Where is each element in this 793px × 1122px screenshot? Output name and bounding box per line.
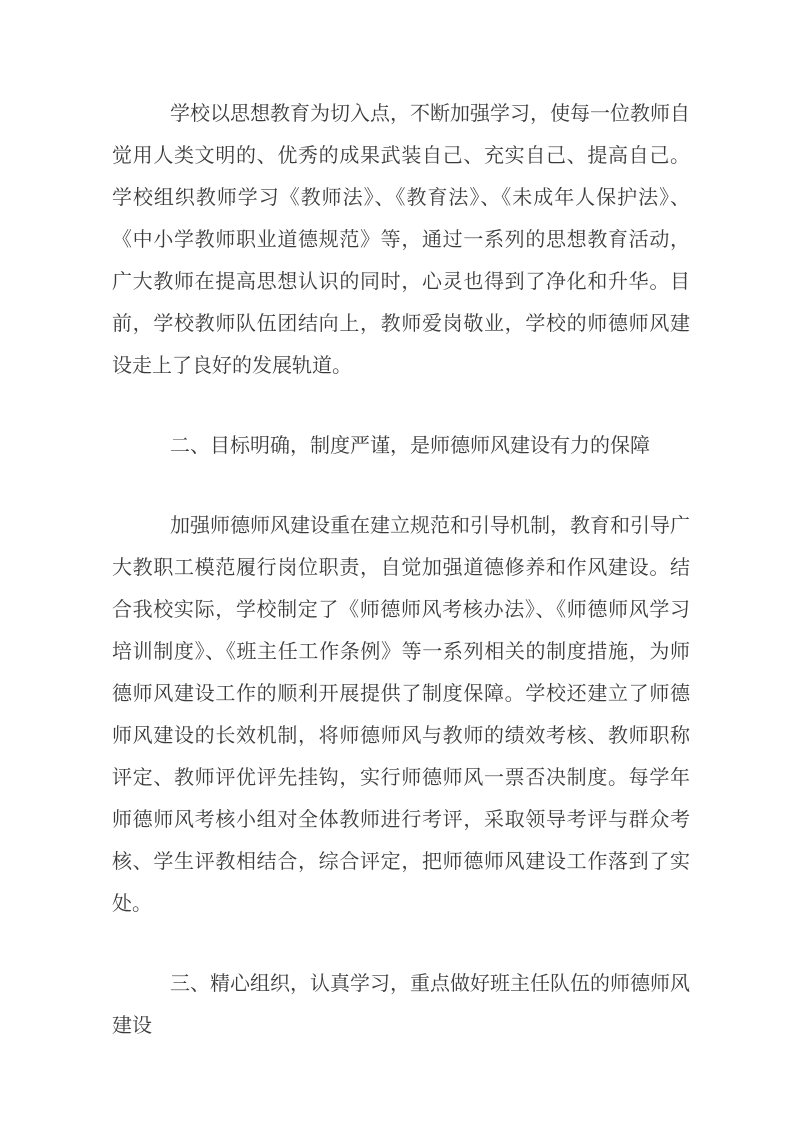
paragraph-ideological-education: 学校以思想教育为切入点，不断加强学习，使每一位教师自觉用人类文明的、优秀的成果武装自己、充实自己、提高自己。学校组织教师学习《教师法》、《教育法》、《未成年人保护法》、《中小学教师职业道德规范》等，通过一系列的思想教育活动，广大教师在提高思想认识的同时，心灵也得到了净化和升华。目前，学校教师队伍团结向上，教师爱岗敬业，学校的师德师风建设走上了良好的发展轨道。 bbox=[112, 103, 690, 377]
section-heading-3: 三、精心组织，认真学习，重点做好班主任队伍的师德师风建设 bbox=[112, 973, 690, 1037]
paragraph-system-guarantee: 加强师德师风建设重在建立规范和引导机制，教育和引导广大教职工模范履行岗位职责，自觉加强道德修养和作风建设。结合我校实际，学校制定了《师德师风考核办法》、《师德师风学习培训制度》、《班主任工作条例》等一系列相关的制度措施，为师德师风建设工作的顺利开展提供了制度保障。学校还建立了师德师风建设的长效机制，将师德师风与教师的绩效考核、教师职称评定、教师评优评先挂钩，实行师德师风一票否决制度。每学年师德师风考核小组对全体教师进行考评，采取领导考评与群众考核、学生评教相结合，综合评定，把师德师风建设工作落到了实处。 bbox=[112, 515, 690, 915]
section-heading-2: 二、目标明确，制度严谨，是师德师风建设有力的保障 bbox=[170, 435, 650, 457]
